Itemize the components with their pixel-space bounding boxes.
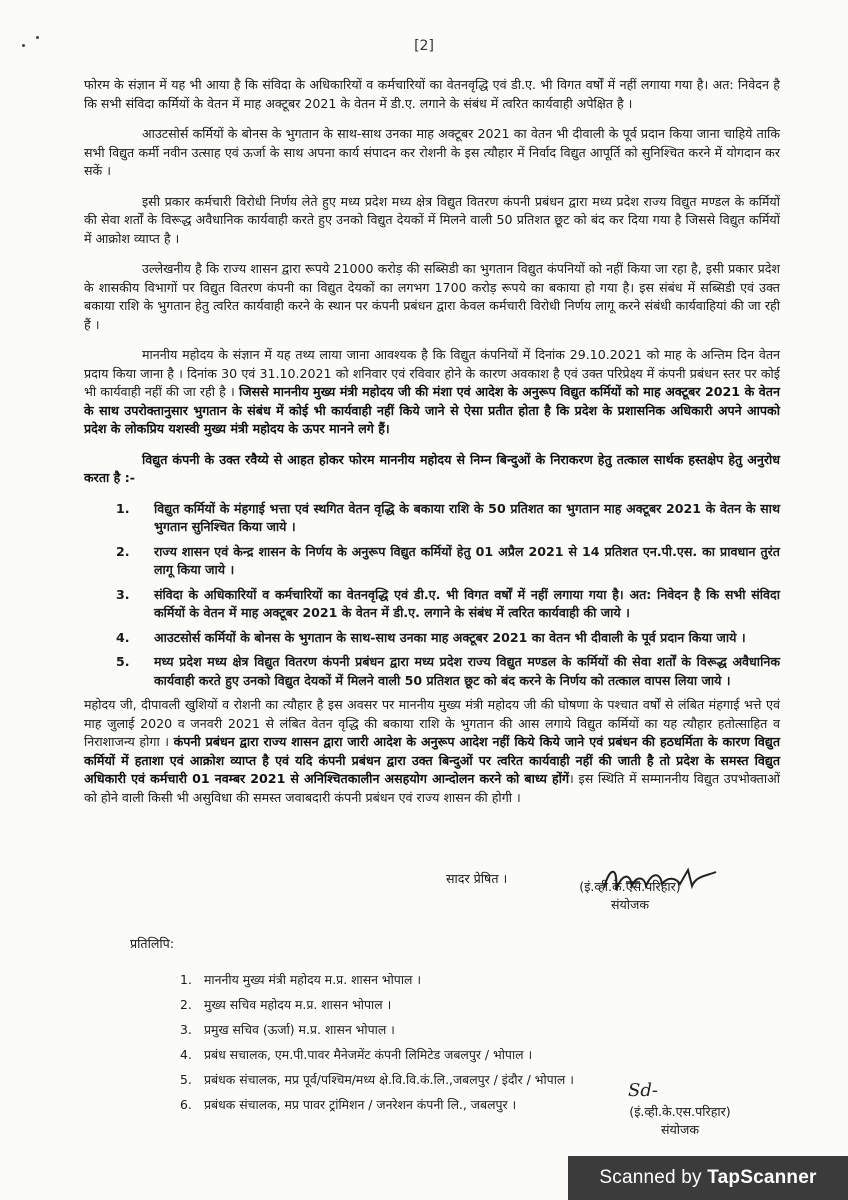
list-item: 2. राज्य शासन एवं केन्द्र शासन के निर्णय के अनुरूप विद्युत कर्मियों हेतु 01 अप्रैल 2021 से 14 प्रतिशत एन.पी.एस. का प्रावधान तुरंत लागू किया जाये ।	[116, 543, 780, 577]
list-item: 3. संविदा के अधिकारियों व कर्मचारियों का वेतनवृद्धि एवं डी.ए. भी विगत वर्षों में नहीं लगाया गया है। अत: निवेदन है कि सभी संविदा कर्मियों के वेतन में माह अक्टूबर 2021 के वेतन में डी.ए. लगाने के संबंध में त्वरित कार्यवाही की जाये ।	[116, 586, 780, 620]
page-number: [2]	[414, 38, 434, 54]
list-item: 4. प्रबंध सचालक, एम.पी.पावर मैनेजमेंट कंपनी लिमिटेड जबलपुर / भोपाल ।	[180, 1047, 533, 1062]
paragraph-salary-date: माननीय महोदय के संज्ञान में यह तथ्य लाया जाना आवश्यक है कि विद्युत कंपनियों में दिनांक 29.10.2021 को माह के अन्तिम दिन वेतन प्रदाय किया जाना है । दिनांक 30 एवं 31.10.2021 को शनिवार एवं रविवार होने के कारण अवकाश है एवं उक्त परिप्रेक्ष्य में कंपनी प्रबंधन स्तर पर कोई भी कार्यवाही नहीं की जा रही है । जिससे माननीय मुख्य मंत्री महोदय जी की मंशा एवं आदेश के अनुरूप विद्युत कर्मियों को माह अक्टूबर 2021 के वेतन के साथ उपरोक्तानुसार भुगतान के संबंध में कोई भी कार्यवाही नहीं किये जाने से ऐसा प्रतीत होता है कि प्रदेश के प्रशासनिक अधिकारी अपने आपको प्रदेश के लोकप्रिय यशस्वी मुख्य मंत्री महोदय के ऊपर मानने लगे हैं।	[84, 347, 780, 436]
signature-block	[560, 878, 700, 914]
paragraph-concession: इसी प्रकार कर्मचारी विरोधी निर्णय लेते हुए मध्य प्रदेश मध्य क्षेत्र विद्युत वितरण कंपनी प्रबंधन द्वारा मध्य प्रदेश राज्य विद्युत मण्डल के कर्मियों की सेवा शर्तों के विरूद्ध अवैधानिक कार्यवाही करते हुए उनको विद्युत देयकों में मिलने वाली 50 प्रतिशत छूट को बंद कर दिया गया है जिससे विद्युत कर्मियों में आक्रोश व्याप्त है ।	[84, 193, 780, 246]
signatory-title: संयोजक	[610, 897, 650, 912]
list-item: 5. प्रबंधक संचालक, मप्र पूर्व/पश्चिम/मध्य क्षे.वि.वि.कं.लि.,जबलपुर / इंदौर / भोपाल ।	[180, 1072, 574, 1087]
paragraph-contract-staff: फोरम के संज्ञान में यह भी आया है कि संविदा के अधिकारियों व कर्मचारियों का वेतनवृद्धि एवं डी.ए. भी विगत वर्षों में नहीं लगाया गया है। अत: निवेदन है कि सभी संविदा कर्मियों के वेतन में माह अक्टूबर 2021 के वेतन में डी.ए. लगाने के संबंध में त्वरित कार्यवाही अपेक्षित है ।	[84, 77, 780, 111]
scanner-watermark: Scanned by TapScanner	[568, 1156, 848, 1200]
paragraph-diwali: महोदय जी, दीपावली खुशियों व रोशनी का त्यौहार है इस अवसर पर माननीय मुख्य मंत्री महोदय जी की घोषणा के पश्चात वर्षों से लंबित मंहगाई भत्ते एवं माह जुलाई 2020 व जनवरी 2021 से लंबित वेतन वृद्धि की बकाया राशि के भुगतान की आस लगाये विद्युत कर्मियों का यह त्यौहार हतोत्साहित व निराशाजन्य होगा । कंपनी प्रबंधन द्वारा राज्य शासन द्वारा जारी आदेश के अनुरूप आदेश नहीं किये किये जाने एवं प्रबंधन की हठधर्मिता के कारण विद्युत कर्मियों में हताशा एवं आक्रोश व्याप्त है एवं यदि कंपनी प्रबंधन द्वारा उक्त बिन्दुओं पर त्वरित कार्यवाही नहीं की जाती है तो प्रदेश के समस्त विद्युत अधिकारी एवं कर्मचारी 01 नवम्बर 2021 से अनिश्चितकालीन असहयोग आन्दोलन करने को बाध्य होंगें। इस स्थिति में सम्माननीय विद्युत उपभोक्ताओं को होने वाली किसी भी असुविधा की समस्त जवाबदारी कंपनी प्रबंधन एवं राज्य शासन की होगी ।	[84, 697, 780, 805]
signature-block-2	[610, 1103, 750, 1139]
bold-statement: जिससे माननीय मुख्य मंत्री महोदय जी की मंशा एवं आदेश के अनुरूप विद्युत कर्मियों को माह अक्टूबर 2021 के वेतन के साथ उपरोक्तानुसार भुगतान के संबंध में कोई भी कार्यवाही नहीं किये जाने से ऐसा प्रतीत होता है कि प्रदेश के प्रशासनिक अधिकारी अपने आपको प्रदेश के लोकप्रिय यशस्वी मुख्य मंत्री महोदय के ऊपर मानने लगे हैं।	[84, 384, 780, 436]
cc-list	[180, 967, 700, 1117]
list-item: 1. माननीय मुख्य मंत्री महोदय म.प्र. शासन भोपाल ।	[180, 972, 422, 987]
paragraph-subsidy: उल्लेखनीय है कि राज्य शासन द्वारा रूपये 21000 करोड़ की सब्सिडी का भुगतान विद्युत कंपनियों को नहीं किया जा रहा है, इसी प्रकार प्रदेश के शासकीय विभागों पर विद्युत वितरण कंपनी का विद्युत देयकों का लगभग 1700 करोड़ रूपये का बकाया हो गया है। इस संबंध में सब्सिडी एवं उक्त बकाया राशि के भुगतान हेतु त्वरित कार्यवाही करने के स्थान पर कंपनी प्रबंधन द्वारा केवल कर्मचारी विरोधी निर्णय लागू करने संबंधी कार्यवाहियां की जा रही हैं ।	[84, 261, 780, 332]
paragraph-outsource-bonus: आउटसोर्स कर्मियों के बोनस के भुगतान के साथ-साथ उनका माह अक्टूबर 2021 का वेतन भी दीवाली के पूर्व प्रदान किया जाना चाहिये ताकि सभी विद्युत कर्मी नवीन उत्साह एवं ऊर्जा के साथ अपना कार्य संपादन कर रोशनी के इस त्यौहार में निर्वाद विद्युत आपूर्ति को सुनिश्चित करने में योगदान कर सकें ।	[84, 126, 780, 178]
demands-list	[84, 500, 780, 691]
sd-mark: Sd-	[628, 1080, 658, 1101]
letter-body	[84, 76, 780, 819]
list-item: 4. आउटसोर्स कर्मियों के बोनस के भुगतान के साथ-साथ उनका माह अक्टूबर 2021 का वेतन भी दीवाली के पूर्व प्रदान किया जाये ।	[116, 629, 746, 645]
list-item: 5. मध्य प्रदेश मध्य क्षेत्र विद्युत वितरण कंपनी प्रबंधन द्वारा मध्य प्रदेश राज्य विद्युत मण्डल के कर्मियों की सेवा शर्तों के विरूद्ध अवैधानिक कार्यवाही करते हुए उनको विद्युत देयकों में मिलने वाली 50 प्रतिशत छूट को बंद करने के निर्णय को तत्काल वापस लिया जाये ।	[116, 654, 780, 688]
list-item: 1. विद्युत कर्मियों के मंहगाई भत्ता एवं स्थगित वेतन वृद्धि के बकाया राशि के 50 प्रतिशत का भुगतान माह अक्टूबर 2021 के वेतन के साथ भुगतान सुनिश्चित किया जाये ।	[116, 500, 780, 534]
paragraph-request: विद्युत कंपनी के उक्त रवैय्ये से आहत होकर फोरम माननीय महोदय से निम्न बिन्दुओं के निराकरण हेतु तत्काल सार्थक हस्तक्षेप हेतु अनुरोध करता है :-	[84, 451, 780, 485]
list-item: 2. मुख्य सचिव महोदय म.प्र. शासन भोपाल ।	[180, 997, 392, 1012]
signatory-title: संयोजक	[660, 1122, 700, 1137]
signatory-name: (इं.व्ही.के.एस.परिहार)	[579, 879, 681, 894]
cc-heading: प्रतिलिपि:	[130, 936, 175, 951]
list-item: 6. प्रबंधक संचालक, मप्र पावर ट्रांमिशन / जनरेशन कंपनी लि., जबलपुर ।	[180, 1097, 517, 1112]
list-item: 3. प्रमुख सचिव (ऊर्जा) म.प्र. शासन भोपाल ।	[180, 1022, 395, 1037]
closing-salutation: सादर प्रेषित ।	[446, 871, 508, 886]
signatory-name: (इं.व्ही.के.एस.परिहार)	[629, 1104, 731, 1119]
